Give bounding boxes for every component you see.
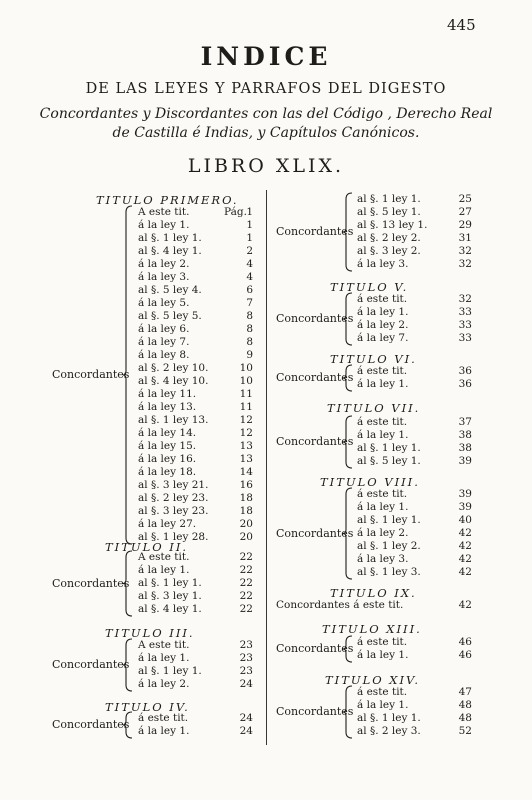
entry-page: 23 [239, 639, 253, 651]
concordantes-label: Concordantes [52, 658, 130, 671]
section-title: TITULO VIII. [320, 475, 420, 489]
entry-reference: á la ley 3. [138, 271, 190, 283]
entry-reference: á la ley 18. [138, 466, 197, 478]
entry-reference: á este tit. [138, 712, 189, 724]
concordantes-label: Concordantes [52, 368, 130, 381]
entry-page: 22 [239, 603, 253, 615]
entry-page: 4 [246, 271, 253, 283]
entry-page: 23 [239, 652, 253, 664]
entry-page: 18 [239, 492, 253, 504]
index-entry [357, 686, 472, 699]
index-entry [357, 232, 472, 245]
entry-page: 24 [239, 725, 253, 737]
index-entry [138, 362, 253, 375]
entry-reference: á la ley 8. [138, 349, 190, 361]
entry-reference: á la ley 1. [357, 649, 409, 661]
concordantes-label: Concordantes [276, 371, 354, 384]
index-entry [138, 258, 253, 271]
entry-page: 1 [246, 206, 253, 218]
index-entry [138, 310, 253, 323]
index-entry [138, 590, 253, 603]
index-entry [138, 505, 253, 518]
entry-page: 6 [246, 284, 253, 296]
entry-reference: á la ley 16. [138, 453, 197, 465]
index-entry [357, 378, 472, 391]
index-entry [138, 564, 253, 577]
index-entry [138, 518, 253, 531]
index-entry [138, 725, 253, 738]
entry-page: 10 [239, 375, 253, 387]
section-title: TITULO VII. [327, 401, 421, 415]
entry-page: 13 [239, 453, 253, 465]
entry-reference: Concordantes á este tit. [276, 599, 404, 611]
entry-page: 20 [239, 518, 253, 530]
entry-reference: á la ley 1. [357, 501, 409, 513]
entry-page: 48 [458, 699, 472, 711]
entry-page: 32 [458, 258, 472, 270]
index-entry [138, 323, 253, 336]
index-entry [357, 501, 472, 514]
entry-page: 10 [239, 362, 253, 374]
entry-page: 46 [458, 649, 472, 661]
index-entry [357, 566, 472, 579]
entry-reference: á la ley 2. [138, 678, 190, 690]
entry-page: 13 [239, 440, 253, 452]
index-entry [357, 649, 472, 662]
book-heading: LIBRO XLIX. [187, 155, 345, 177]
entry-reference: al §. 1 ley 1. [138, 665, 202, 677]
index-entry [357, 699, 472, 712]
entry-page: 8 [246, 336, 253, 348]
entry-reference: á este tit. [357, 365, 408, 377]
entry-page: 42 [458, 553, 472, 565]
index-entry [138, 375, 253, 388]
section-title: TITULO XIII. [322, 622, 422, 636]
index-entry [138, 414, 253, 427]
index-entry [357, 725, 472, 738]
entry-page: 22 [239, 564, 253, 576]
entry-page: 31 [458, 232, 472, 244]
entry-page: 12 [239, 427, 253, 439]
entry-reference: á la ley 6. [138, 323, 190, 335]
entry-reference: á la ley 7. [357, 332, 409, 344]
entry-reference: A este tit. [138, 206, 190, 218]
entry-page: 22 [239, 577, 253, 589]
entry-reference: al §. 1 ley 1. [138, 232, 202, 244]
index-entry [138, 245, 253, 258]
entry-reference: al §. 1 ley 1. [357, 193, 421, 205]
section-title: TITULO PRIMERO. [96, 193, 239, 207]
index-entry [138, 427, 253, 440]
entry-reference: á la ley 1. [138, 564, 190, 576]
concordantes-label: Concordantes [276, 225, 354, 238]
section-title: TITULO IV. [105, 700, 190, 714]
concordantes-label: Concordantes [52, 718, 130, 731]
entry-page: 33 [458, 306, 472, 318]
entry-reference: al §. 1 ley 3. [357, 566, 421, 578]
entry-reference: á la ley 13. [138, 401, 197, 413]
index-entry [138, 712, 253, 725]
entry-page: 33 [458, 332, 472, 344]
entry-page: 29 [458, 219, 472, 231]
entry-reference: á la ley 5. [138, 297, 190, 309]
entry-page: 1 [246, 219, 253, 231]
entry-reference: á la ley 2. [357, 527, 409, 539]
entry-page: 1 [246, 232, 253, 244]
index-entry [138, 652, 253, 665]
entry-reference: á la ley 1. [138, 725, 190, 737]
index-entry [357, 455, 472, 468]
description-line-1: Concordantes y Discordantes con las del Código , Derecho Real [39, 106, 493, 122]
entry-page: 42 [458, 566, 472, 578]
entry-reference: al §. 4 ley 1. [138, 245, 202, 257]
index-entry [138, 232, 253, 245]
entry-page: 2 [246, 245, 253, 257]
concordantes-label: Concordantes [276, 527, 354, 540]
index-entry [357, 219, 472, 232]
entry-page: 38 [458, 442, 472, 454]
entry-reference: al §. 1 ley 2. [357, 540, 421, 552]
index-entry [138, 336, 253, 349]
index-entry [138, 492, 253, 505]
entry-page: 23 [239, 665, 253, 677]
entry-reference: á este tit. [357, 636, 408, 648]
concordantes-label: Concordantes [276, 705, 354, 718]
entry-page: 32 [458, 293, 472, 305]
index-entry [357, 245, 472, 258]
index-entry [357, 193, 472, 206]
entry-reference: á este tit. [357, 488, 408, 500]
entry-page: 39 [458, 455, 472, 467]
section-title: TITULO V. [330, 280, 409, 294]
entry-page: 8 [246, 310, 253, 322]
entry-reference: al §. 13 ley 1. [357, 219, 428, 231]
entry-reference: á la ley 1. [138, 219, 190, 231]
index-entry [138, 297, 253, 310]
index-entry [357, 416, 472, 429]
entry-page: 20 [239, 531, 253, 543]
entry-page: 18 [239, 505, 253, 517]
index-entry [357, 527, 472, 540]
entry-reference: á la ley 15. [138, 440, 197, 452]
entry-page: 25 [458, 193, 472, 205]
entry-page: 22 [239, 551, 253, 563]
index-entry [138, 639, 253, 652]
page-subtitle: DE LAS LEYES Y PARRAFOS DEL DIGESTO [85, 81, 447, 97]
index-entry [138, 401, 253, 414]
entry-reference: á la ley 7. [138, 336, 190, 348]
entry-reference: á este tit. [357, 416, 408, 428]
entry-page: 46 [458, 636, 472, 648]
index-entry [138, 349, 253, 362]
concordantes-label: Concordantes [52, 577, 130, 590]
page-column-header: Pág. [224, 206, 247, 218]
index-entry [138, 577, 253, 590]
index-entry [357, 258, 472, 271]
index-entry [138, 284, 253, 297]
entry-reference: á la ley 27. [138, 518, 197, 530]
index-entry [138, 440, 253, 453]
index-entry [357, 332, 472, 345]
entry-reference: al §. 3 ley 23. [138, 505, 209, 517]
entry-page: 12 [239, 414, 253, 426]
entry-reference: al §. 5 ley 1. [357, 206, 421, 218]
entry-reference: á la ley 3. [357, 553, 409, 565]
entry-reference: A este tit. [138, 639, 190, 651]
entry-page: 36 [458, 365, 472, 377]
entry-page: 16 [239, 479, 253, 491]
entry-reference: al §. 1 ley 1. [357, 514, 421, 526]
entry-reference: á la ley 1. [357, 378, 409, 390]
entry-reference: al §. 1 ley 13. [138, 414, 209, 426]
entry-page: 37 [458, 416, 472, 428]
entry-reference: al §. 2 ley 23. [138, 492, 209, 504]
section-title: TITULO III. [105, 626, 195, 640]
entry-reference: al §. 5 ley 4. [138, 284, 202, 296]
index-entry [138, 219, 253, 232]
entry-page: 24 [239, 712, 253, 724]
entry-reference: al §. 5 ley 5. [138, 310, 202, 322]
entry-page: 42 [458, 540, 472, 552]
entry-page: 38 [458, 429, 472, 441]
entry-reference: al §. 3 ley 2. [357, 245, 421, 257]
index-entry [138, 271, 253, 284]
entry-reference: á la ley 2. [357, 319, 409, 331]
index-entry [357, 319, 472, 332]
index-entry [357, 636, 472, 649]
entry-reference: A este tit. [138, 551, 190, 563]
entry-reference: á la ley 14. [138, 427, 197, 439]
index-entry [357, 293, 472, 306]
index-entry [357, 488, 472, 501]
index-entry [357, 429, 472, 442]
index-entry [138, 388, 253, 401]
entry-page: 40 [458, 514, 472, 526]
index-entry [357, 442, 472, 455]
index-entry [357, 540, 472, 553]
concordantes-label: Concordantes [276, 312, 354, 325]
entry-reference: al §. 5 ley 1. [357, 455, 421, 467]
concordantes-label: Concordantes [276, 642, 354, 655]
index-entry [357, 206, 472, 219]
entry-reference: al §. 1 ley 1. [138, 577, 202, 589]
index-entry [357, 712, 472, 725]
index-entry [357, 365, 472, 378]
page-number: 445 [447, 16, 476, 34]
entry-reference: á la ley 2. [138, 258, 190, 270]
entry-page: 48 [458, 712, 472, 724]
index-entry [138, 453, 253, 466]
index-entry [357, 514, 472, 527]
entry-page: 39 [458, 501, 472, 513]
entry-page: 52 [458, 725, 472, 737]
entry-page: 14 [239, 466, 253, 478]
entry-page: 8 [246, 323, 253, 335]
entry-page: 32 [458, 245, 472, 257]
entry-page: 42 [458, 599, 472, 611]
concordantes-label: Concordantes [276, 435, 354, 448]
entry-page: 9 [246, 349, 253, 361]
entry-reference: al §. 2 ley 2. [357, 232, 421, 244]
index-entry [138, 206, 253, 219]
entry-reference: á la ley 1. [138, 652, 190, 664]
entry-reference: á la ley 1. [357, 429, 409, 441]
entry-reference: al §. 3 ley 1. [138, 590, 202, 602]
entry-page: 36 [458, 378, 472, 390]
index-entry [138, 551, 253, 564]
index-entry [138, 479, 253, 492]
entry-reference: á la ley 3. [357, 258, 409, 270]
entry-reference: al §. 1 ley 1. [357, 442, 421, 454]
index-entry [138, 603, 253, 616]
index-entry [138, 466, 253, 479]
page-title: INDICE [200, 42, 332, 71]
entry-reference: al §. 1 ley 28. [138, 531, 209, 543]
entry-reference: á este tit. [357, 293, 408, 305]
entry-page: 22 [239, 590, 253, 602]
index-entry [138, 665, 253, 678]
entry-page: 47 [458, 686, 472, 698]
entry-reference: á la ley 11. [138, 388, 197, 400]
entry-reference: al §. 1 ley 1. [357, 712, 421, 724]
inline-entry [276, 599, 472, 612]
entry-page: 33 [458, 319, 472, 331]
entry-reference: á la ley 1. [357, 306, 409, 318]
entry-page: 4 [246, 258, 253, 270]
entry-page: 39 [458, 488, 472, 500]
entry-reference: á este tit. [357, 686, 408, 698]
entry-page: 11 [239, 401, 253, 413]
index-entry [138, 678, 253, 691]
section-title: TITULO VI. [330, 352, 417, 366]
entry-reference: al §. 4 ley 10. [138, 375, 209, 387]
section-title: TITULO IX. [330, 586, 417, 600]
entry-reference: al §. 2 ley 10. [138, 362, 209, 374]
entry-page: 11 [239, 388, 253, 400]
entry-reference: al §. 3 ley 21. [138, 479, 209, 491]
entry-page: 7 [246, 297, 253, 309]
index-entry [357, 553, 472, 566]
column-divider [266, 190, 267, 745]
entry-reference: á la ley 1. [357, 699, 409, 711]
entry-reference: al §. 4 ley 1. [138, 603, 202, 615]
index-entry [357, 306, 472, 319]
entry-page: 24 [239, 678, 253, 690]
entry-page: 42 [458, 527, 472, 539]
section-title: TITULO XIV. [325, 673, 420, 687]
section-title: TITULO II. [105, 540, 189, 554]
entry-reference: al §. 2 ley 3. [357, 725, 421, 737]
entry-page: 27 [458, 206, 472, 218]
description-line-2: de Castilla é Indias, y Capítulos Canónicos. [112, 125, 420, 141]
